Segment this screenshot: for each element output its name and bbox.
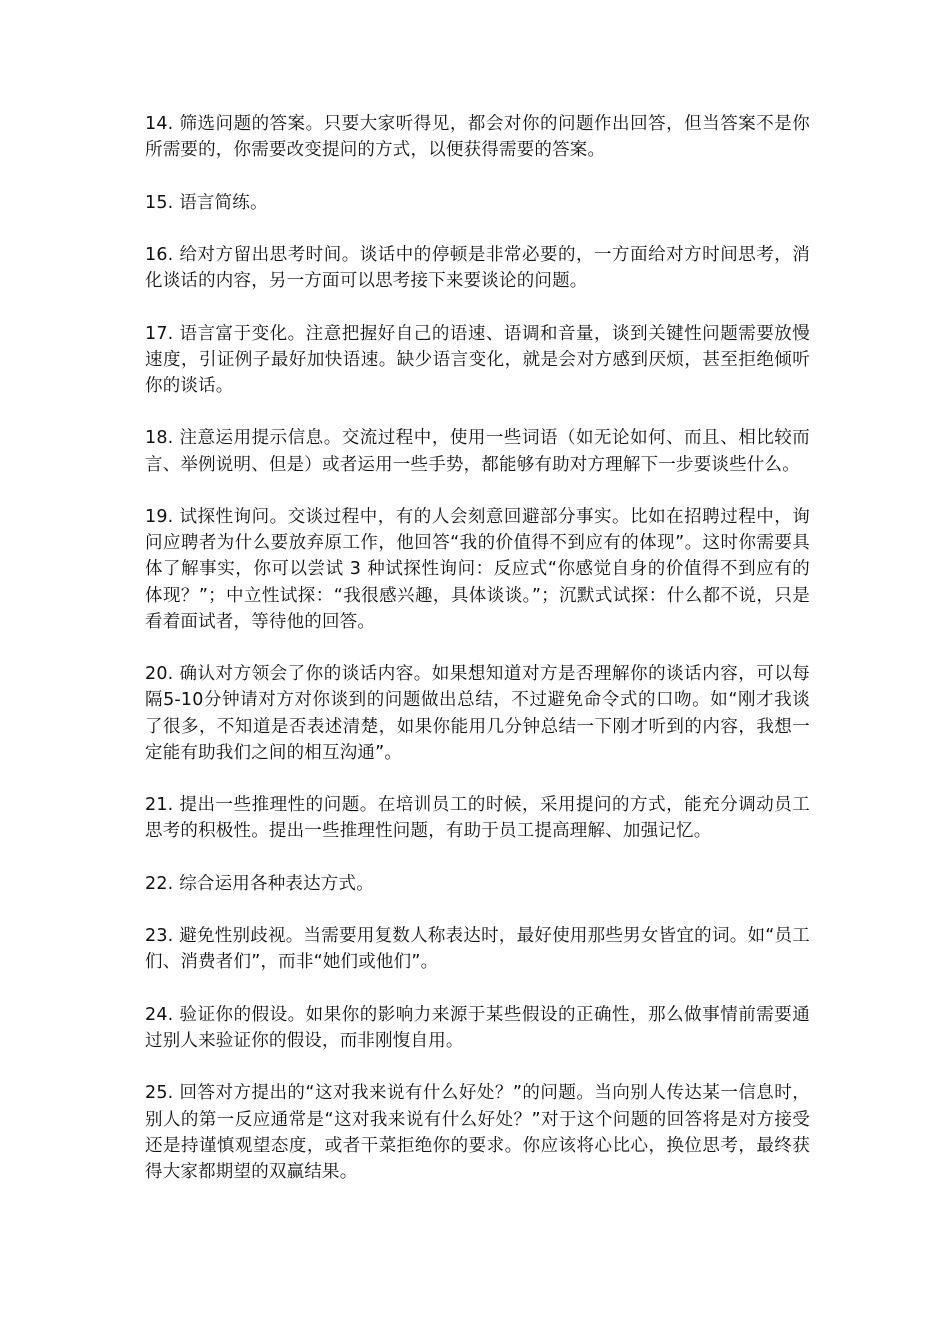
paragraph-17: 17. 语言富于变化。注意把握好自己的语速、语调和音量，谈到关键性问题需要放慢速度，引证例子最好加快语速。缺少语言变化，就是会对方感到厌烦，甚至拒绝倾听你的谈话。: [145, 323, 810, 396]
paragraph-24: 24. 验证你的假设。如果你的影响力来源于某些假设的正确性，那么做事情前需要通过别人来验证你的假设，而非刚愎自用。: [145, 1004, 810, 1051]
paragraph-20: 20. 确认对方领会了你的谈话内容。如果想知道对方是否理解你的谈话内容，可以每隔5-10分钟请对方对你谈到的问题做出总结，不过避免命令式的口吻。如“刚才我谈了很多，不知道是否表述清楚，如果你能用几分钟总结一下刚才听到的内容，我想一定能有助我们之间的相互沟通”。: [145, 664, 810, 763]
paragraph-21: 21. 提出一些推理性的问题。在培训员工的时候，采用提问的方式，能充分调动员工思考的积极性。提出一些推理性问题，有助于员工提高理解、加强记忆。: [145, 795, 810, 842]
paragraph-14: 14. 筛选问题的答案。只要大家听得见，都会对你的问题作出回答，但当答案不是你所需要的，你需要改变提问的方式，以便获得需要的答案。: [145, 114, 810, 161]
paragraph-16: 16. 给对方留出思考时间。谈话中的停顿是非常必要的，一方面给对方时间思考，消化谈话的内容，另一方面可以思考接下来要谈论的问题。: [145, 244, 810, 292]
paragraph-22: 22. 综合运用各种表达方式。: [145, 873, 374, 894]
paragraph-15: 15. 语言简练。: [145, 192, 268, 213]
paragraph-19: 19. 试探性询问。交谈过程中，有的人会刻意回避部分事实。比如在招聘过程中，询问应聘者为什么要放弃原工作，他回答“我的价值得不到应有的体现”。这时你需要具体了解事实，你可以尝试 3 种试探性询问：反应式“你感觉自身的价值得不到应有的体现？”；中立性试探：“我很感兴趣，具体谈谈。”；沉默式试探：什么都不说，只是看着面试者，等待他的回答。: [145, 506, 810, 632]
document-body: [145, 111, 810, 1211]
paragraph-18: 18. 注意运用提示信息。交流过程中，使用一些词语（如无论如何、而且、相比较而言、举例说明、但是）或者运用一些手势，都能够有助对方理解下一步要谈些什么。: [145, 428, 810, 475]
paragraph-23: 23. 避免性别歧视。当需要用复数人称表达时，最好使用那些男女皆宜的词。如“员工们、消费者们”，而非“她们或他们”。: [145, 926, 810, 973]
paragraph-25: 25. 回答对方提出的“这对我来说有什么好处？”的问题。当向别人传达某一信息时，别人的第一反应通常是“这对我来说有什么好处？”对于这个问题的回答将是对方接受还是持谨慎观望态度，或者干菜拒绝你的要求。你应该将心比心，换位思考，最终获得大家都期望的双赢结果。: [145, 1083, 810, 1182]
